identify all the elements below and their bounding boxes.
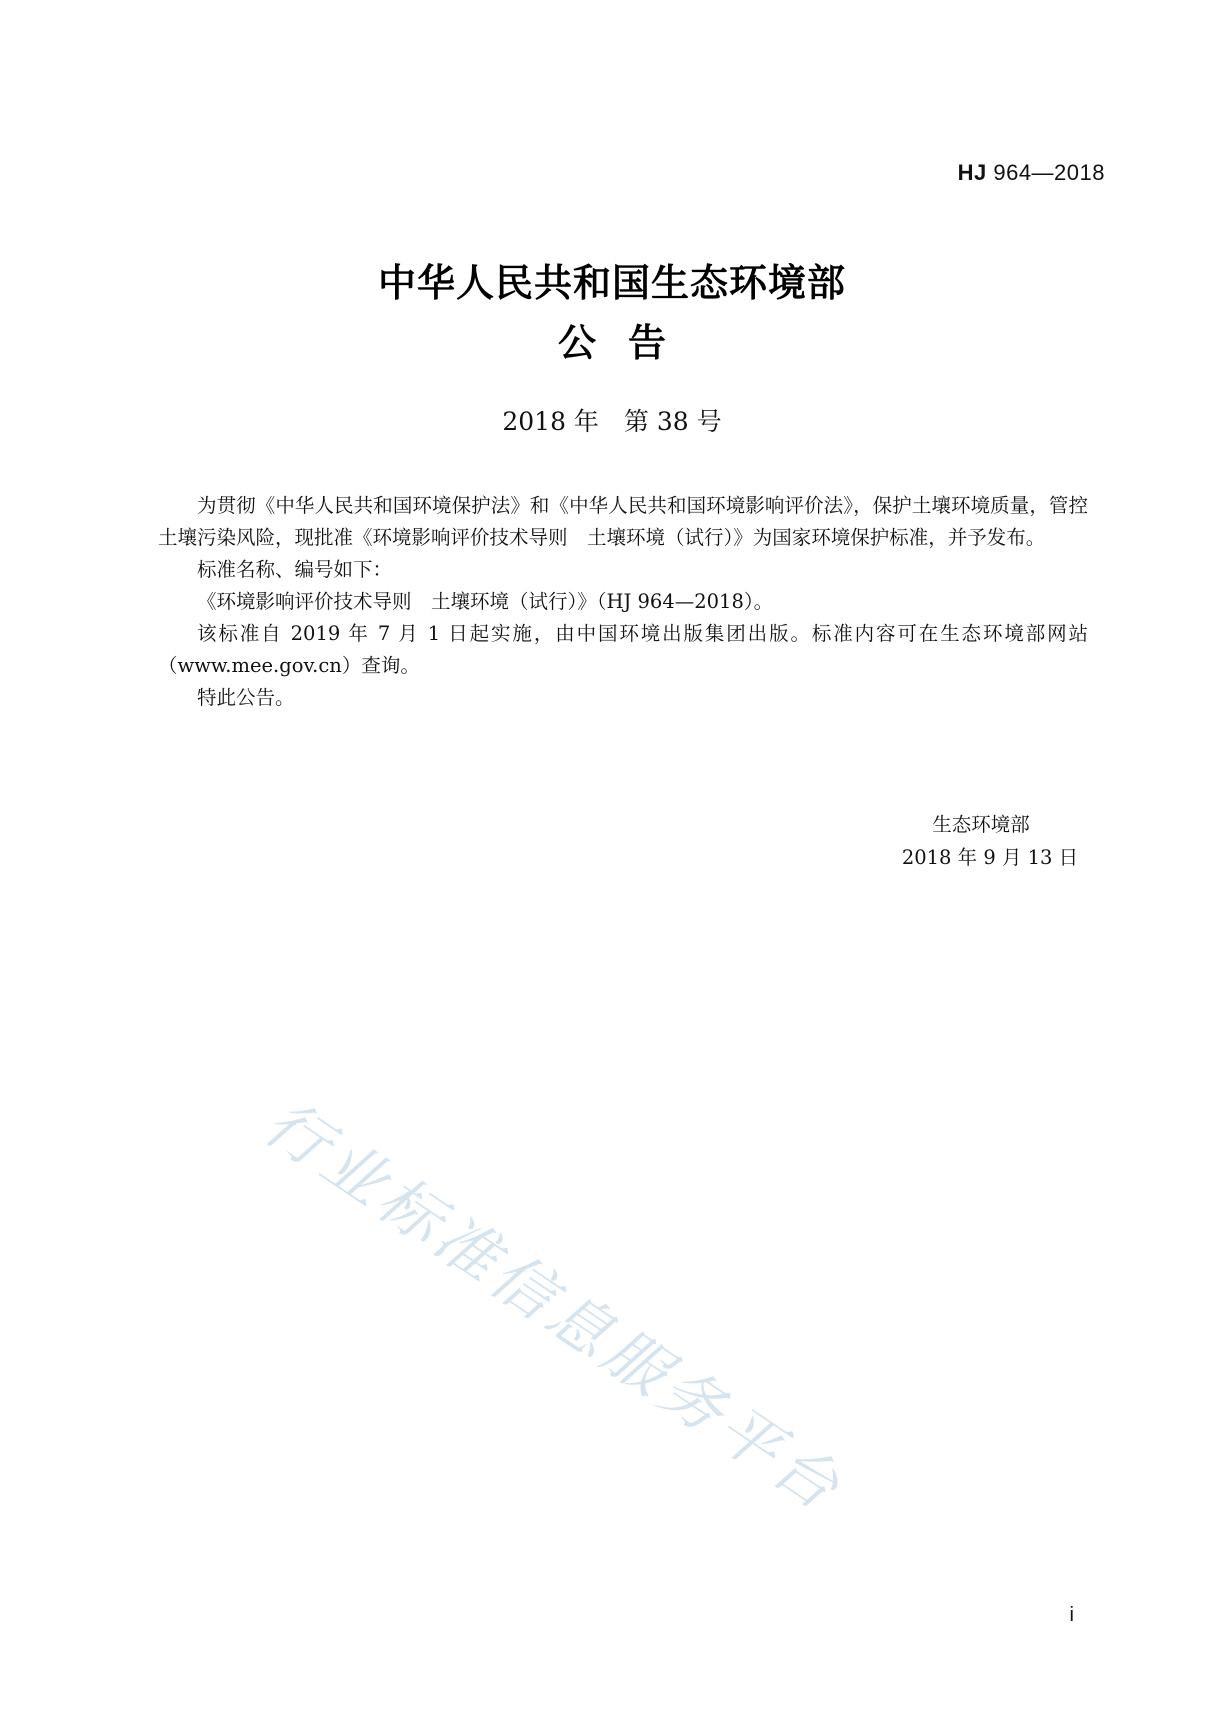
document-title: 中华人民共和国生态环境部 <box>377 261 846 305</box>
standard-code <box>958 160 1105 186</box>
page-number: i <box>1069 1604 1074 1626</box>
standard-code-prefix: HJ <box>957 160 987 185</box>
watermark-text: 行业标准信息服务平台 <box>251 1085 857 1527</box>
paragraph-standard-name: 《环境影响评价技术导则 土壤环境（试行）》（HJ 964—2018）。 <box>197 590 774 613</box>
paragraph-closing: 特此公告。 <box>197 686 295 709</box>
paragraph-implementation: 该标准自 2019 年 7 月 1 日起实施，由中国环境出版集团出版。标准内容可在生态环境部网站（www.mee.gov.cn）查询。 <box>158 622 1088 677</box>
issue-number: 2018 年 第 38 号 <box>502 407 722 436</box>
signature-organization: 生态环境部 <box>932 813 1030 836</box>
document-subtitle: 公告 <box>557 321 698 365</box>
standard-code-number: 964—2018 <box>986 160 1105 185</box>
paragraph-standard-intro: 标准名称、编号如下： <box>197 558 393 581</box>
signature-date: 2018 年 9 月 13 日 <box>901 846 1079 869</box>
paragraph-purpose: 为贯彻《中华人民共和国环境保护法》和《中华人民共和国环境影响评价法》，保护土壤环境质量，管控土壤污染风险，现批准《环境影响评价技术导则 土壤环境（试行）》为国家环境保护标准，并予发布。 <box>158 494 1088 549</box>
signature-block <box>860 808 1120 874</box>
announcement-body <box>158 490 1088 714</box>
